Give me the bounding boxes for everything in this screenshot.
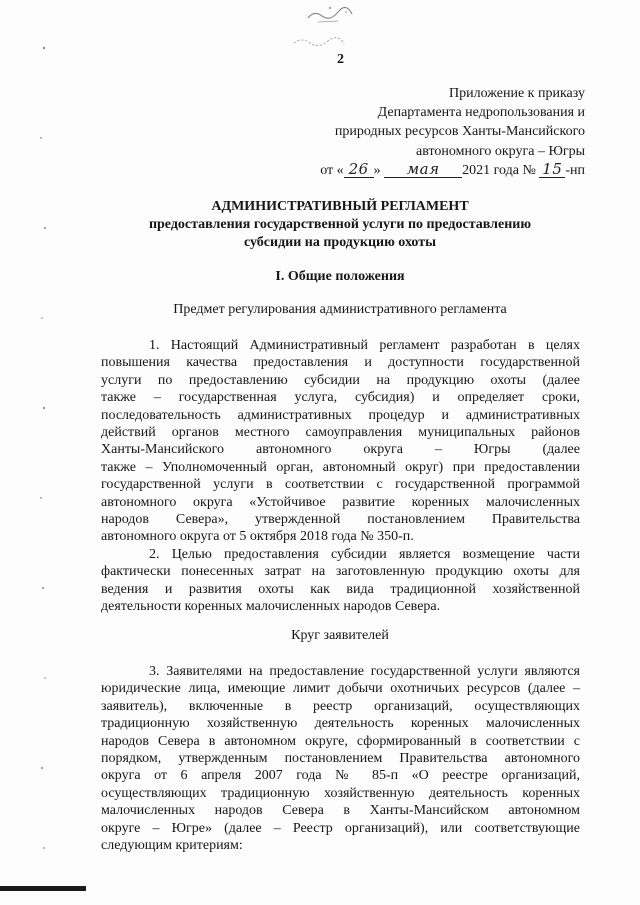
appendix-date-line xyxy=(165,161,585,180)
scan-smudge-top xyxy=(300,4,370,26)
appendix-block xyxy=(165,84,585,180)
document-subtitle-line-2: субсидии на продукцию охоты xyxy=(243,235,437,250)
text-line: автономного округа «Устойчивое развитие коренных малочисленных xyxy=(101,494,580,510)
date-mid: » xyxy=(373,162,381,178)
text-line: фактически понесенных затрат на заготовленную продукцию охоты для xyxy=(101,564,580,580)
paragraph-1 xyxy=(101,337,580,546)
text-line: услуги по предоставлению субсидии на продукцию охоты (далее xyxy=(101,372,580,388)
scan-left-margin-marks xyxy=(36,28,50,888)
text-line: Ханты-Мансийского автономного округа – Югры (далее xyxy=(101,442,580,458)
text-line: традиционную хозяйственную деятельность коренных малочисленных xyxy=(101,716,580,732)
text-line: повышения качества предоставления и доступности государственной xyxy=(101,355,580,371)
text-line: ведения и развития охоты как вида традиционной хозяйственной xyxy=(101,581,580,597)
text-line: следующим критериям: xyxy=(101,838,243,854)
appendix-line: Департамента недропользования и xyxy=(377,105,585,121)
text-line: округа от 6 апреля 2007 года № 85-п «О реестре организаций, xyxy=(101,768,580,784)
appendix-line: природных ресурсов Ханты-Мансийского xyxy=(334,124,585,140)
text-line: 1. Настоящий Административный регламент разработан в целях xyxy=(149,338,580,353)
subsection-heading-subject: Предмет регулирования административного регламента xyxy=(173,302,507,317)
text-line: осуществляющих традиционную хозяйственную деятельность коренных xyxy=(101,785,580,801)
text-line: государственной услуги в соответствии с государственной программой xyxy=(101,477,580,493)
text-line: народов Севера», утвержденной постановлением Правительства xyxy=(101,512,580,528)
appendix-line: Приложение к приказу xyxy=(449,86,585,101)
text-line: автономного округа от 5 октября 2018 года № 350-п. xyxy=(101,529,414,545)
document-subtitle-line-1: предоставления государственной услуги по предоставлению xyxy=(148,217,532,232)
text-line: народов Севера в автономном округе, сформированный в соответствии с xyxy=(101,733,580,749)
order-number-handwritten: 15 xyxy=(539,162,565,178)
paragraph-2 xyxy=(101,546,580,616)
section-heading: I. Общие положения xyxy=(275,269,405,284)
text-line: также – государственная услуга, субсидия) и определяет сроки, xyxy=(101,390,580,406)
text-line: 2. Целью предоставления субсидии является возмещение части xyxy=(149,547,580,562)
scan-smudge-mark xyxy=(290,34,350,48)
date-year: 2021 года № xyxy=(462,162,536,178)
text-line: порядком, утвержденным постановлением Правительства автономного xyxy=(101,751,580,767)
text-line: действий органов местного самоуправления муниципальных районов xyxy=(101,425,580,441)
date-month-handwritten: мая xyxy=(384,162,462,178)
text-line: деятельности коренных малочисленных народов Севера. xyxy=(101,599,441,615)
appendix-line: автономного округа – Югры xyxy=(416,143,585,159)
paragraph-3 xyxy=(101,663,580,854)
subsection-heading-applicants: Круг заявителей xyxy=(291,628,389,643)
date-prefix: от « xyxy=(320,162,344,178)
scan-bottom-edge-mark xyxy=(0,884,90,894)
date-day-handwritten: 26 xyxy=(344,162,374,178)
page-number: 2 xyxy=(337,52,344,67)
text-line: юридические лица, имеющие лимит добычи охотничьих ресурсов (далее – xyxy=(101,681,580,697)
order-number-suffix: -нп xyxy=(565,162,585,178)
text-line: также – Уполномоченный орган, автономный округ) при предоставлении xyxy=(101,459,580,475)
text-line: заявитель), включенные в реестр организаций, осуществляющих xyxy=(101,698,580,714)
text-line: 3. Заявителями на предоставление государственной услуги являются xyxy=(149,664,580,679)
text-line: округе – Югре» (далее – Реестр организаций), или соответствующие xyxy=(101,820,580,836)
text-line: последовательность административных процедур и административных xyxy=(101,407,580,423)
document-title: АДМИНИСТРАТИВНЫЙ РЕГЛАМЕНТ xyxy=(211,199,469,214)
text-line: малочисленных народов Севера в Ханты-Мансийском автономном xyxy=(101,803,580,819)
